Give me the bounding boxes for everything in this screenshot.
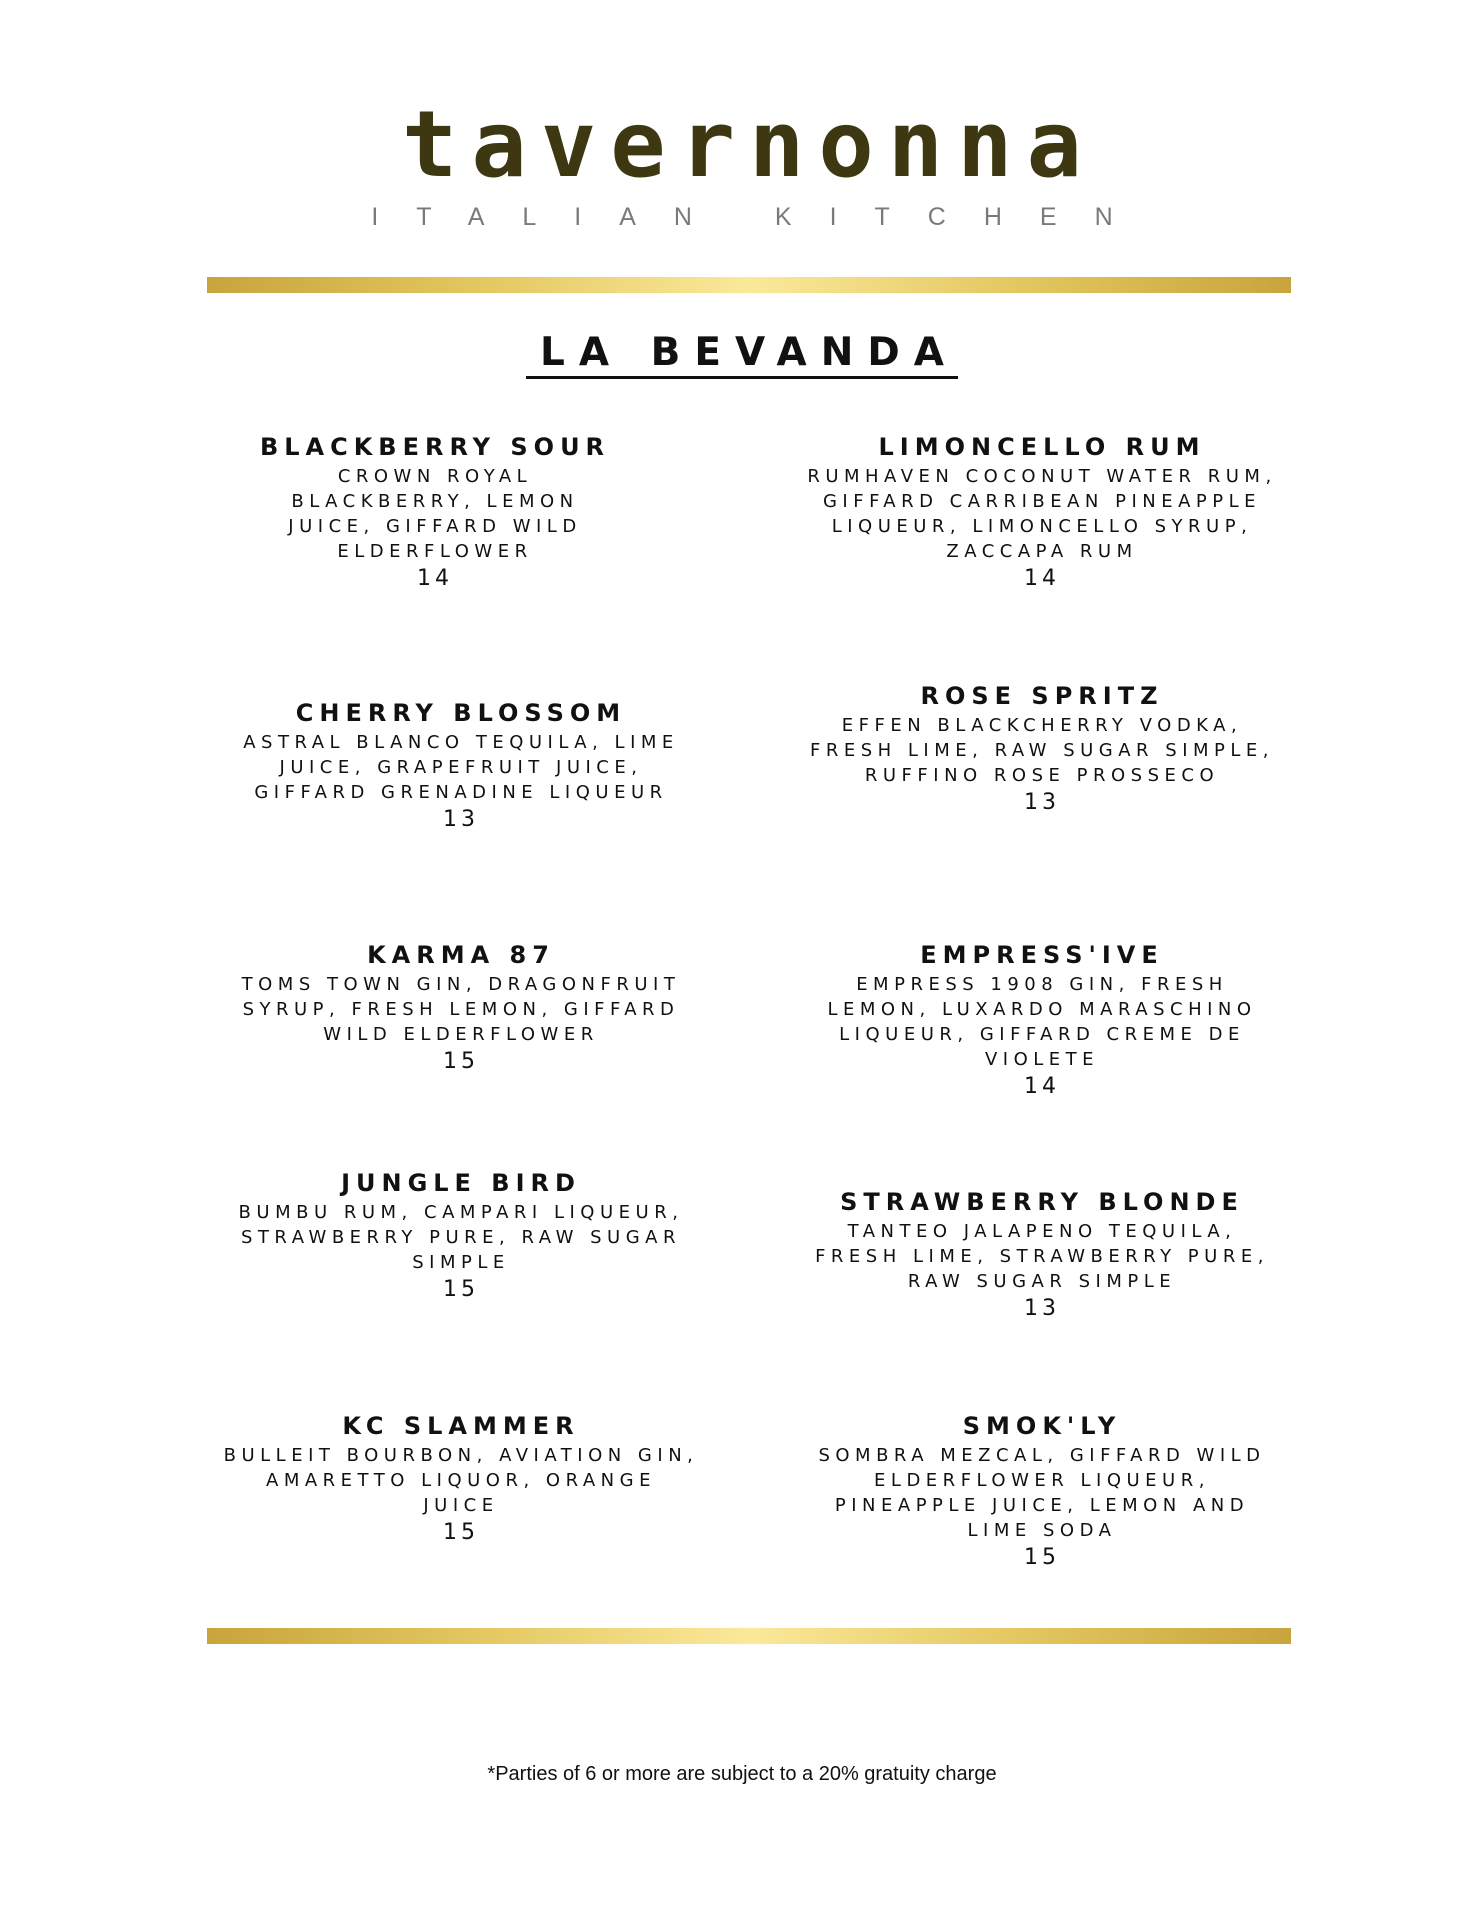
menu-item-price: 15 xyxy=(443,1049,479,1074)
menu-item-name: CHERRY BLOSSOM xyxy=(295,699,627,727)
menu-item-price: 15 xyxy=(1024,1545,1060,1570)
section-title xyxy=(0,330,1484,379)
menu-item-name: KC SLAMMER xyxy=(342,1412,580,1440)
menu-item xyxy=(762,940,1322,1102)
menu-item-name: EMPRESS'IVE xyxy=(920,941,1164,969)
gold-divider-top xyxy=(207,277,1291,293)
brand-tagline: ITALIAN KITCHEN xyxy=(371,203,1151,231)
menu-item xyxy=(762,1411,1322,1573)
menu-item-name: STRAWBERRY BLONDE xyxy=(840,1188,1244,1216)
menu-item-description: TANTEO JALAPENO TEQUILA, FRESH LIME, STRAWBERRY PURE, RAW SUGAR SIMPLE xyxy=(815,1221,1269,1292)
menu-item xyxy=(181,698,741,835)
menu-item-description: BUMBU RUM, CAMPARI LIQUEUR, STRAWBERRY PURE, RAW SUGAR SIMPLE xyxy=(238,1202,684,1273)
menu-item xyxy=(762,681,1322,818)
menu-item-name: LIMONCELLO RUM xyxy=(878,433,1206,461)
menu-item xyxy=(762,432,1322,594)
menu-item-name: JUNGLE BIRD xyxy=(341,1169,581,1197)
menu-item xyxy=(155,432,715,594)
menu-item-description: SOMBRA MEZCAL, GIFFARD WILD ELDERFLOWER LIQUEUR, PINEAPPLE JUICE, LEMON AND LIME SODA xyxy=(818,1445,1266,1541)
gold-divider-bottom xyxy=(207,1628,1291,1644)
menu-item-description: ASTRAL BLANCO TEQUILA, LIME JUICE, GRAPEFRUIT JUICE, GIFFARD GRENADINE LIQUEUR xyxy=(243,732,679,803)
menu-item-description: BULLEIT BOURBON, AVIATION GIN, AMARETTO LIQUOR, ORANGE JUICE xyxy=(223,1445,699,1516)
menu-item-description: EFFEN BLACKCHERRY VODKA, FRESH LIME, RAW SUGAR SIMPLE, RUFFINO ROSE PROSSECO xyxy=(809,715,1275,786)
menu-item-description: TOMS TOWN GIN, DRAGONFRUIT SYRUP, FRESH LEMON, GIFFARD WILD ELDERFLOWER xyxy=(241,974,681,1045)
menu-item xyxy=(181,1168,741,1305)
brand-name: tavernonna xyxy=(402,91,1096,198)
menu-item-description: EMPRESS 1908 GIN, FRESH LEMON, LUXARDO MARASCHINO LIQUEUR, GIFFARD CREME DE VIOLETE xyxy=(827,974,1257,1070)
menu-item-name: KARMA 87 xyxy=(367,941,555,969)
menu-item-price: 14 xyxy=(417,566,453,591)
menu-item-price: 13 xyxy=(1024,790,1060,815)
menu-item-price: 13 xyxy=(443,807,479,832)
menu-item-price: 15 xyxy=(443,1520,479,1545)
menu-item xyxy=(762,1187,1322,1324)
menu-item xyxy=(181,940,741,1077)
menu-item-description: RUMHAVEN COCONUT WATER RUM, GIFFARD CARRIBEAN PINEAPPLE LIQUEUR, LIMONCELLO SYRUP, ZACCAPA RUM xyxy=(807,466,1277,562)
menu-item-price: 13 xyxy=(1024,1296,1060,1321)
menu-item-description: CROWN ROYAL BLACKBERRY, LEMON JUICE, GIFFARD WILD ELDERFLOWER xyxy=(288,466,582,562)
section-title-text: LA BEVANDA xyxy=(526,332,958,379)
menu-item-name: ROSE SPRITZ xyxy=(920,682,1164,710)
menu-item-price: 15 xyxy=(443,1277,479,1302)
menu-item xyxy=(181,1411,741,1548)
menu-item-name: BLACKBERRY SOUR xyxy=(259,433,611,461)
gratuity-footnote: *Parties of 6 or more are subject to a 20% gratuity charge xyxy=(487,1763,997,1785)
brand-logo xyxy=(0,91,1484,232)
menu-item-name: SMOK'LY xyxy=(962,1412,1122,1440)
menu-item-price: 14 xyxy=(1024,1074,1060,1099)
menu-item-price: 14 xyxy=(1024,566,1060,591)
